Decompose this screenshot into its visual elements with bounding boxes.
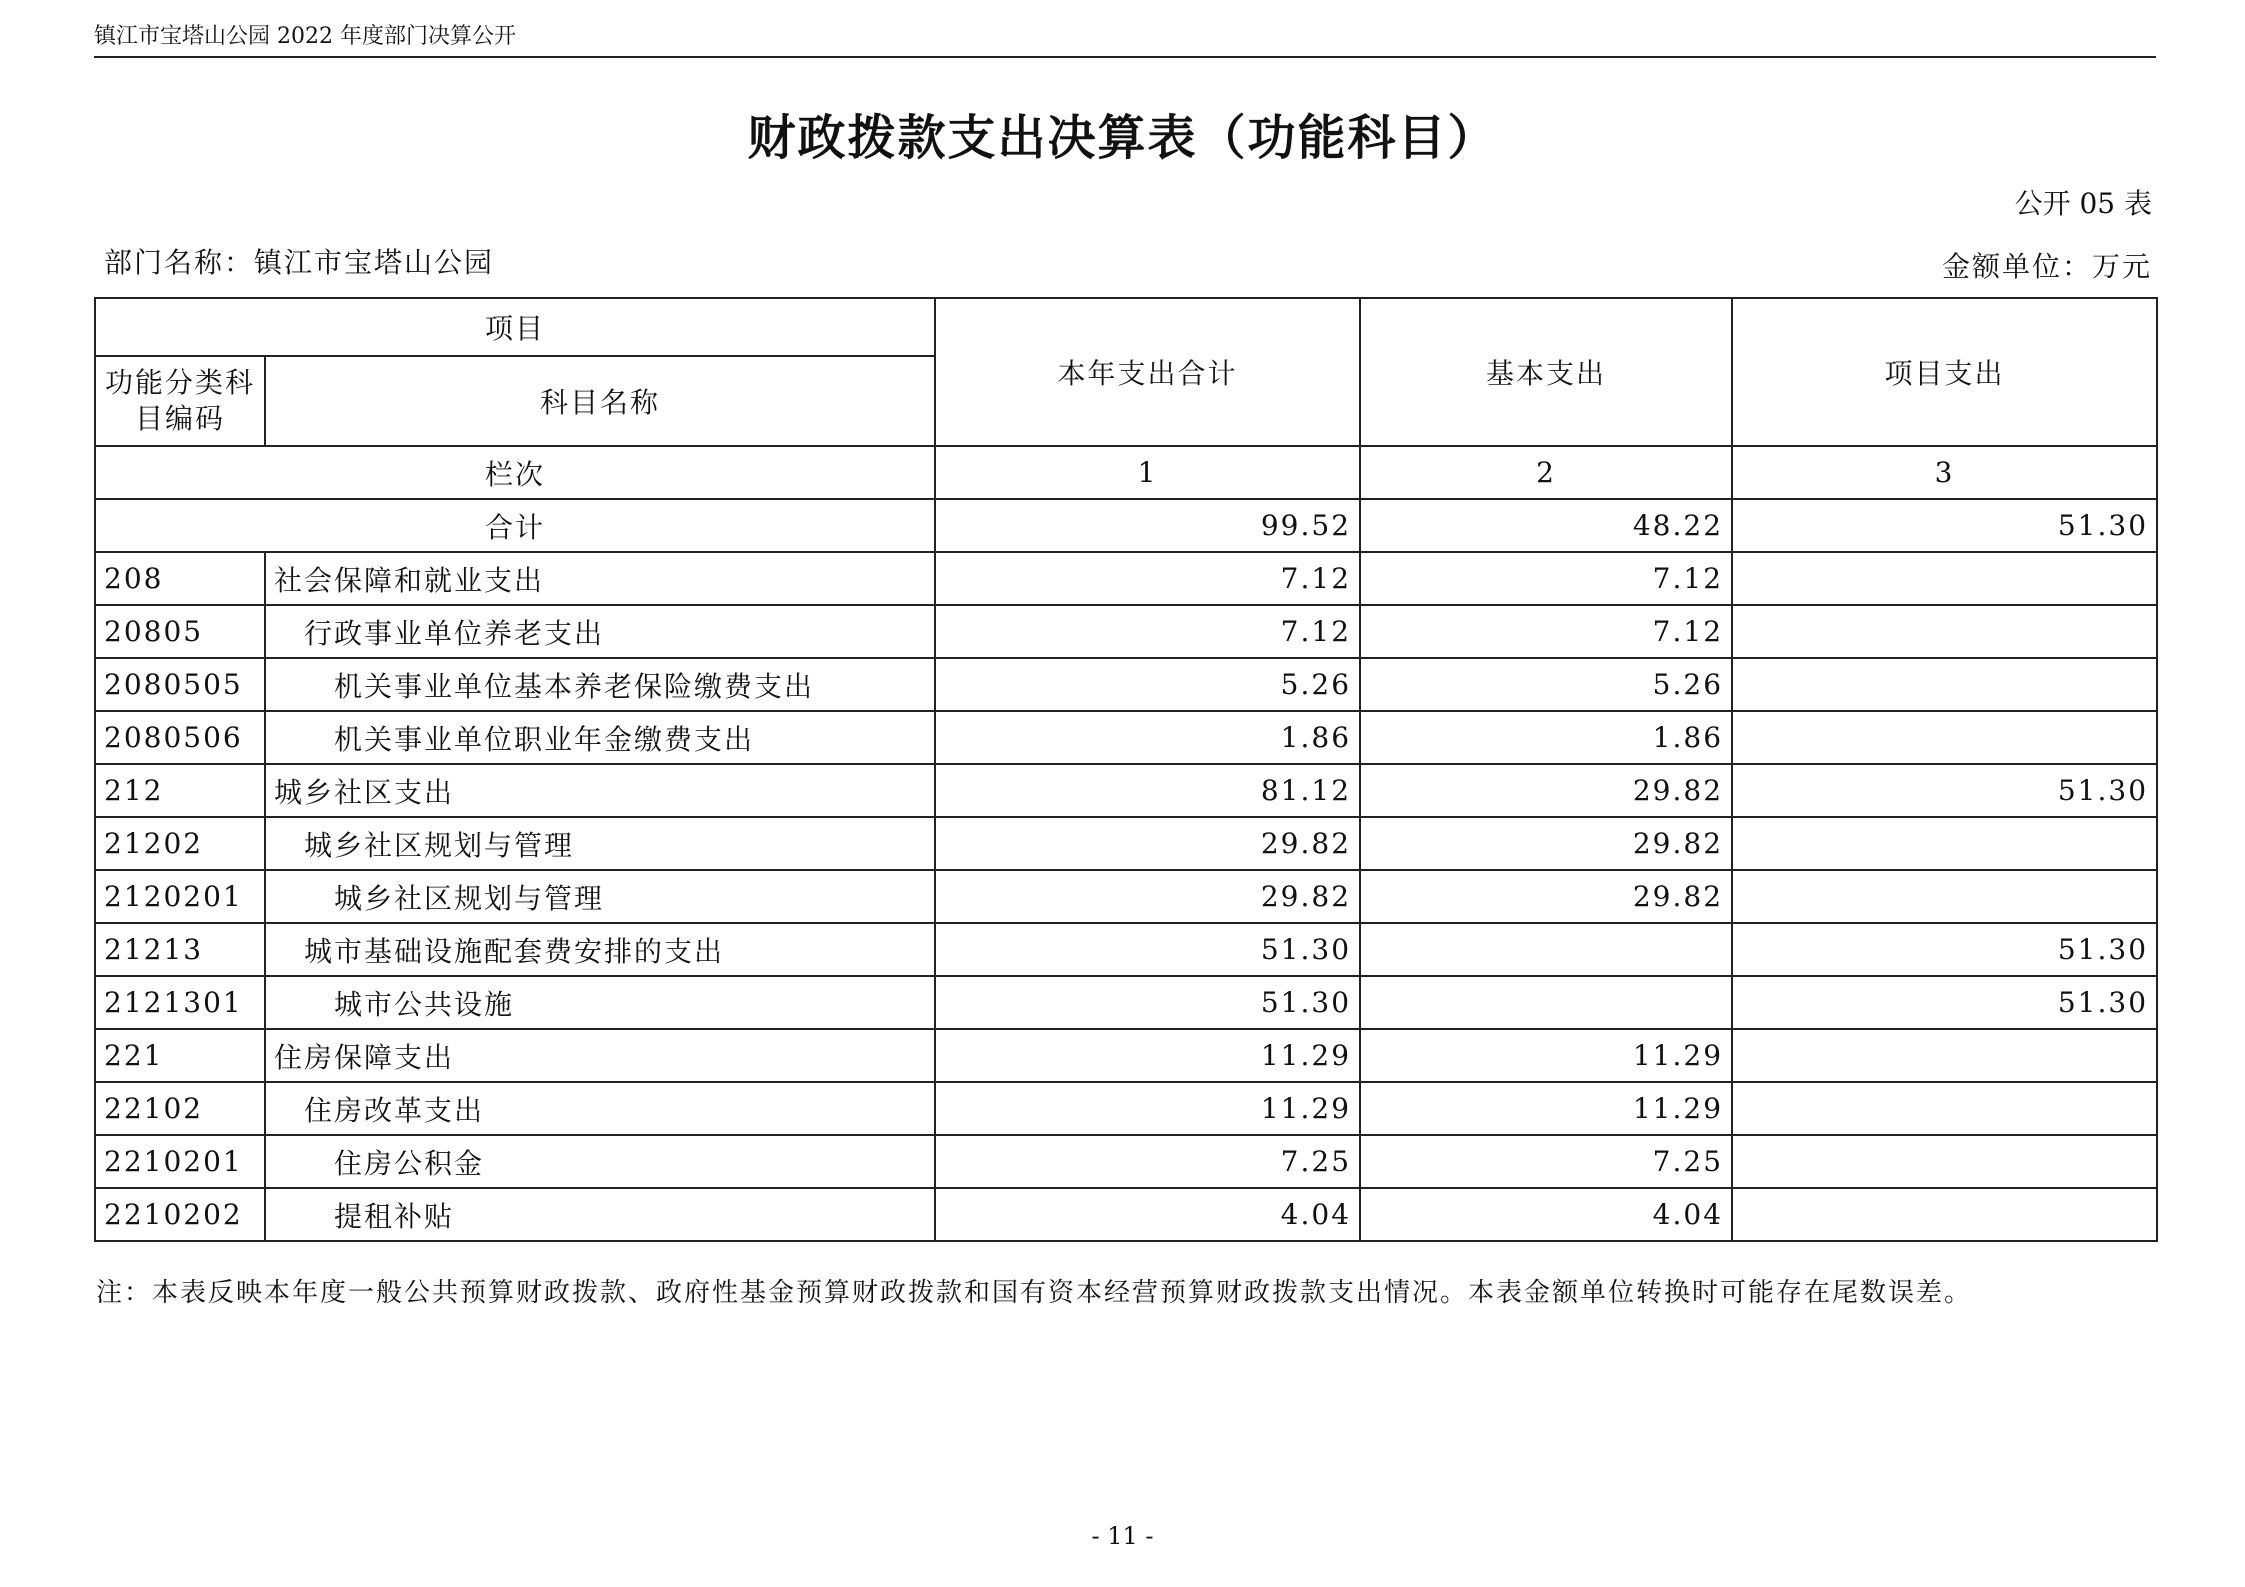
row-basic: 7.25 bbox=[1360, 1135, 1732, 1188]
row-code: 2080505 bbox=[95, 658, 265, 711]
row-code: 208 bbox=[95, 552, 265, 605]
row-project: 51.30 bbox=[1732, 764, 2157, 817]
row-basic: 7.12 bbox=[1360, 605, 1732, 658]
row-basic bbox=[1360, 976, 1732, 1029]
header-row bbox=[95, 298, 2157, 356]
row-name: 机关事业单位职业年金缴费支出 bbox=[265, 711, 935, 764]
row-project bbox=[1732, 552, 2157, 605]
page-number: - 11 - bbox=[1091, 1522, 1154, 1550]
row-project: 51.30 bbox=[1732, 923, 2157, 976]
total-basic: 48.22 bbox=[1360, 499, 1732, 552]
row-total: 51.30 bbox=[935, 923, 1360, 976]
table-row bbox=[95, 1135, 2157, 1188]
table-row bbox=[95, 658, 2157, 711]
row-code: 2121301 bbox=[95, 976, 265, 1029]
department-name: 部门名称：镇江市宝塔山公园 bbox=[104, 246, 495, 279]
row-total: 29.82 bbox=[935, 870, 1360, 923]
total-project: 51.30 bbox=[1732, 499, 2157, 552]
row-code: 2210202 bbox=[95, 1188, 265, 1241]
table-row bbox=[95, 1082, 2157, 1135]
row-code: 21202 bbox=[95, 817, 265, 870]
row-total: 1.86 bbox=[935, 711, 1360, 764]
row-project bbox=[1732, 605, 2157, 658]
column-index-2: 2 bbox=[1360, 446, 1732, 499]
total-row bbox=[95, 499, 2157, 552]
row-basic: 4.04 bbox=[1360, 1188, 1732, 1241]
table-number: 公开 05 表 bbox=[2014, 187, 2152, 220]
row-project: 51.30 bbox=[1732, 976, 2157, 1029]
row-basic: 11.29 bbox=[1360, 1029, 1732, 1082]
table-row bbox=[95, 605, 2157, 658]
row-code: 212 bbox=[95, 764, 265, 817]
row-project bbox=[1732, 1135, 2157, 1188]
row-name: 城市公共设施 bbox=[265, 976, 935, 1029]
column-index-row bbox=[95, 446, 2157, 499]
expenditure-table bbox=[94, 297, 2158, 1242]
row-basic: 11.29 bbox=[1360, 1082, 1732, 1135]
amount-unit: 金额单位：万元 bbox=[1941, 250, 2152, 283]
row-name: 城市基础设施配套费安排的支出 bbox=[265, 923, 935, 976]
row-name: 城乡社区规划与管理 bbox=[265, 870, 935, 923]
row-total: 81.12 bbox=[935, 764, 1360, 817]
row-total: 7.12 bbox=[935, 552, 1360, 605]
row-code: 221 bbox=[95, 1029, 265, 1082]
table-row bbox=[95, 923, 2157, 976]
row-name: 住房公积金 bbox=[265, 1135, 935, 1188]
table-row bbox=[95, 1029, 2157, 1082]
row-basic: 29.82 bbox=[1360, 764, 1732, 817]
row-total: 7.25 bbox=[935, 1135, 1360, 1188]
row-project bbox=[1732, 1082, 2157, 1135]
table-row bbox=[95, 552, 2157, 605]
row-project bbox=[1732, 658, 2157, 711]
row-name: 机关事业单位基本养老保险缴费支出 bbox=[265, 658, 935, 711]
table-row bbox=[95, 711, 2157, 764]
row-total: 11.29 bbox=[935, 1029, 1360, 1082]
row-name: 住房改革支出 bbox=[265, 1082, 935, 1135]
row-name: 提租补贴 bbox=[265, 1188, 935, 1241]
table-row bbox=[95, 1188, 2157, 1241]
row-project bbox=[1732, 1188, 2157, 1241]
row-basic: 1.86 bbox=[1360, 711, 1732, 764]
row-basic bbox=[1360, 923, 1732, 976]
row-basic: 29.82 bbox=[1360, 870, 1732, 923]
running-header: 镇江市宝塔山公园 2022 年度部门决算公开 bbox=[94, 22, 2156, 58]
row-project bbox=[1732, 870, 2157, 923]
header-name: 科目名称 bbox=[265, 356, 935, 446]
table-row bbox=[95, 817, 2157, 870]
table-row bbox=[95, 976, 2157, 1029]
table-row bbox=[95, 764, 2157, 817]
row-project bbox=[1732, 1029, 2157, 1082]
column-index-label: 栏次 bbox=[95, 446, 935, 499]
row-code: 2080506 bbox=[95, 711, 265, 764]
row-name: 社会保障和就业支出 bbox=[265, 552, 935, 605]
header-project: 项目 bbox=[95, 298, 935, 356]
row-code: 22102 bbox=[95, 1082, 265, 1135]
header-basic: 基本支出 bbox=[1360, 298, 1732, 446]
row-code: 2120201 bbox=[95, 870, 265, 923]
table-row bbox=[95, 870, 2157, 923]
row-code: 2210201 bbox=[95, 1135, 265, 1188]
row-total: 11.29 bbox=[935, 1082, 1360, 1135]
total-amount: 99.52 bbox=[935, 499, 1360, 552]
row-total: 51.30 bbox=[935, 976, 1360, 1029]
row-name: 住房保障支出 bbox=[265, 1029, 935, 1082]
row-basic: 29.82 bbox=[1360, 817, 1732, 870]
table-note: 注：本表反映本年度一般公共预算财政拨款、政府性基金预算财政拨款和国有资本经营预算财政拨款支出情况。本表金额单位转换时可能存在尾数误差。 bbox=[96, 1278, 1973, 1308]
column-index-3: 3 bbox=[1732, 446, 2157, 499]
row-basic: 7.12 bbox=[1360, 552, 1732, 605]
row-project bbox=[1732, 817, 2157, 870]
page-title: 财政拨款支出决算表（功能科目） bbox=[747, 110, 1498, 166]
column-index-1: 1 bbox=[935, 446, 1360, 499]
header-total: 本年支出合计 bbox=[935, 298, 1360, 446]
row-code: 21213 bbox=[95, 923, 265, 976]
header-project-expenditure: 项目支出 bbox=[1732, 298, 2157, 446]
row-total: 5.26 bbox=[935, 658, 1360, 711]
row-total: 29.82 bbox=[935, 817, 1360, 870]
row-name: 行政事业单位养老支出 bbox=[265, 605, 935, 658]
row-total: 4.04 bbox=[935, 1188, 1360, 1241]
row-total: 7.12 bbox=[935, 605, 1360, 658]
header-code: 功能分类科目编码 bbox=[95, 356, 265, 446]
row-name: 城乡社区支出 bbox=[265, 764, 935, 817]
total-label: 合计 bbox=[95, 499, 935, 552]
row-code: 20805 bbox=[95, 605, 265, 658]
row-project bbox=[1732, 711, 2157, 764]
row-basic: 5.26 bbox=[1360, 658, 1732, 711]
row-name: 城乡社区规划与管理 bbox=[265, 817, 935, 870]
